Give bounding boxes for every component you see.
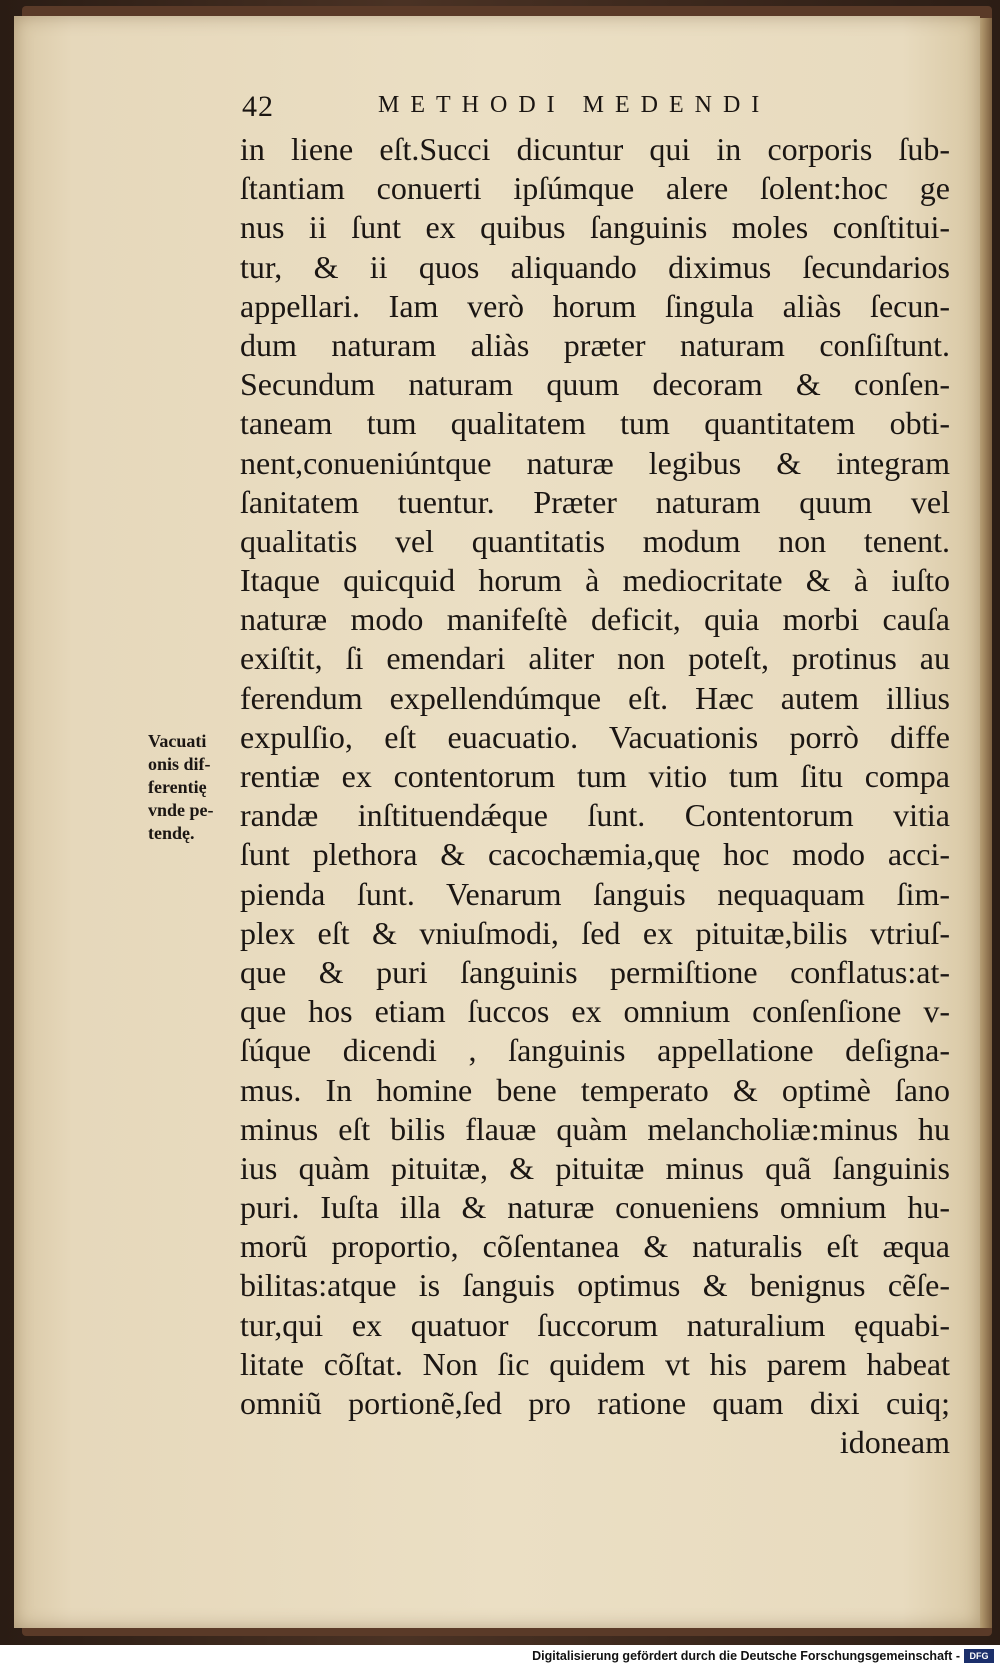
margin-note (148, 730, 240, 845)
text-line: plex eſt & vniuſmodi, ſed ex pituitæ,bilis vtriuſ- (240, 914, 950, 951)
text-line: ſunt plethora & cacochæmia,quę hoc modo acci- (240, 836, 950, 873)
text-line: que & puri ſanguinis permiſtione conflatus:at- (240, 953, 950, 990)
text-line: nent,conueniúntque naturæ legibus & integram (240, 444, 950, 481)
text-line: idoneam (839, 1424, 950, 1461)
text-line: ius quàm pituitæ, & pituitæ minus quã ſanguinis (240, 1149, 950, 1186)
text-line: bilitas:atque is ſanguis optimus & benignus cẽſe- (240, 1267, 950, 1304)
text-line: appellari. Iam verò horum ſingula aliàs ſecun- (240, 287, 950, 324)
text-line: puri. Iuſta illa & naturæ conueniens omnium hu- (240, 1189, 950, 1226)
text-line: ferendum expellendúmque eſt. Hæc autem illius (240, 679, 950, 716)
text-line: randæ inſtituendǽque ſunt. Contentorum vitia (240, 797, 950, 834)
running-title: METHODI MEDENDI (378, 92, 771, 118)
text-line: minus eſt bilis flauæ quàm melancholiæ:minus hu (240, 1110, 950, 1147)
margin-note-line: Vacuati (148, 731, 207, 751)
text-line: ſtantiam conuerti ipſúmque alere ſolent:hoc ge (240, 170, 950, 207)
margin-note-line: vnde pe- (148, 800, 214, 820)
text-line: expulſio, eſt euacuatio. Vacuationis porrò diffe (240, 718, 950, 755)
text-line: naturæ modo manifeſtè deficit, quia morbi cauſa (240, 601, 950, 638)
text-line: Itaque quicquid horum à mediocritate & à iuſto (240, 562, 950, 599)
margin-note-line: tendę. (148, 823, 195, 843)
footer-bar (0, 1645, 1000, 1670)
text-line: dum naturam aliàs præter naturam conſiſtunt. (240, 326, 950, 363)
text-line: litate cõſtat. Non ſic quidem vt his parem habeat (240, 1345, 950, 1382)
body-text (240, 130, 950, 1462)
text-line: qualitatis vel quantitatis modum non tenent. (240, 522, 950, 559)
text-line: tur,qui ex quatuor ſuccorum naturalium ęquabi- (240, 1306, 950, 1343)
page-number: 42 (242, 90, 274, 123)
text-line: Secundum naturam quum decoram & conſen- (240, 366, 950, 403)
text-line: pienda ſunt. Venarum ſanguis nequaquam ſim- (240, 875, 950, 912)
margin-note-line: onis dif- (148, 754, 211, 774)
text-line: rentiæ ex contentorum tum vitio tum ſitu compa (240, 758, 950, 794)
text-line: ſúque dicendi , ſanguinis appellatione deſigna- (240, 1032, 950, 1069)
text-line: mus. In homine bene temperato & optimè ſano (240, 1071, 950, 1108)
text-line: tur, & ii quos aliquando diximus ſecundarios (240, 248, 950, 285)
dfg-logo: DFG (964, 1649, 994, 1663)
text-line: omniũ portionẽ,ſed pro ratione quam dixi cuiq; (240, 1385, 950, 1421)
text-line: ſanitatem tuentur. Præter naturam quum vel (240, 483, 950, 520)
text-line: taneam tum qualitatem tum quantitatem obti- (240, 405, 950, 442)
text-line: in liene eſt.Succi dicuntur qui in corporis ſub- (240, 131, 950, 167)
text-line: exiſtit, ſi emendari aliter non poteſt, protinus au (240, 640, 950, 677)
text-line: morũ proportio, cõſentanea & naturalis eſt æqua (240, 1228, 950, 1265)
margin-note-line: ferentię (148, 777, 207, 797)
running-head (242, 90, 842, 126)
footer-credit: Digitalisierung gefördert durch die Deutsche Forschungsgemeinschaft - (532, 1649, 960, 1663)
text-line: que hos etiam ſuccos ex omnium conſenſione v- (240, 993, 950, 1030)
text-line: nus ii ſunt ex quibus ſanguinis moles conſtitui- (240, 209, 950, 246)
